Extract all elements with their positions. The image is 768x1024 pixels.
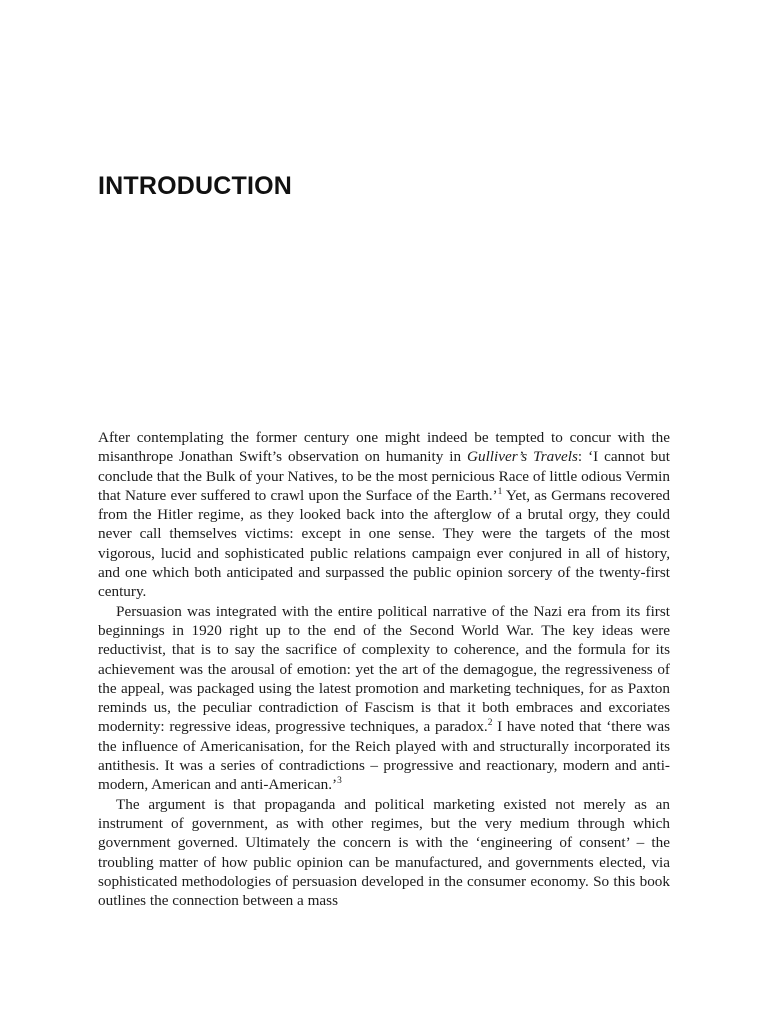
paragraph-2-text-b: I have noted that ‘there was the influence of Americanisation, for the Reich played with and structurally incorporated its antithesis. It was a series of contradictions – progressive and reactionary, modern and anti-modern, American and anti-American.’ <box>98 718 670 794</box>
footnote-ref-1[interactable]: 1 <box>497 486 503 497</box>
paragraph-3 <box>98 795 670 911</box>
paragraph-1 <box>98 428 670 602</box>
paragraph-2 <box>98 602 670 795</box>
chapter-title: INTRODUCTION <box>98 172 293 200</box>
footnote-ref-3[interactable]: 3 <box>337 776 342 787</box>
paragraph-2-text-a: Persuasion was integrated with the entire political narrative of the Nazi era from its first beginnings in 1920 right up to the end of the Second World War. The key ideas were reductivist, that is to say the sacrifice of complexity to coherence, and the formula for its achievement was the arousal of emotion: yet the art of the demagogue, the regressiveness of the appeal, was packaged using the latest promotion and marketing techniques, for as Paxton reminds us, the peculiar contradiction of Fascism is that it both embraces and excoriates modernity: regressive ideas, progressive techniques, a paradox. <box>98 602 670 736</box>
footnote-ref-2[interactable]: 2 <box>487 718 493 729</box>
paragraph-1-text-c: Yet, as Germans recovered from the Hitler regime, as they looked back into the afterglow of a brutal orgy, they could never call themselves victims: except in one sense. They were the targets of the most vigorous, lucid and sophisticated public relations campaign ever conjured in all of history, and one which both anticipated and surpassed the public opinion sorcery of the twenty-first century. <box>98 486 670 601</box>
paragraph-3-text-a: The argument is that propaganda and political marketing existed not merely as an instrument of government, as with other regimes, but the very medium through which government governed. Ultimately the concern is with the ‘engineering of consent’ – the troubling matter of how public opinion can be manufactured, and governments elected, via sophisticated methodologies of persuasion developed in the consumer economy. So this book outlines the connection between a mass <box>98 795 670 910</box>
body-text <box>98 428 670 910</box>
paragraph-1-text-b: : ‘I cannot but conclude that the Bulk of your Natives, to be the most pernicious Race of little odious Vermin that Nature ever suffered to crawl upon the Surface of the Earth.’ <box>98 448 670 504</box>
book-title-gullivers-travels: Gulliver’s Travels <box>467 448 578 466</box>
paragraph-1-text-a: After contemplating the former century one might indeed be tempted to concur with the misanthrope Jonathan Swift’s observation on humanity in <box>98 429 670 466</box>
